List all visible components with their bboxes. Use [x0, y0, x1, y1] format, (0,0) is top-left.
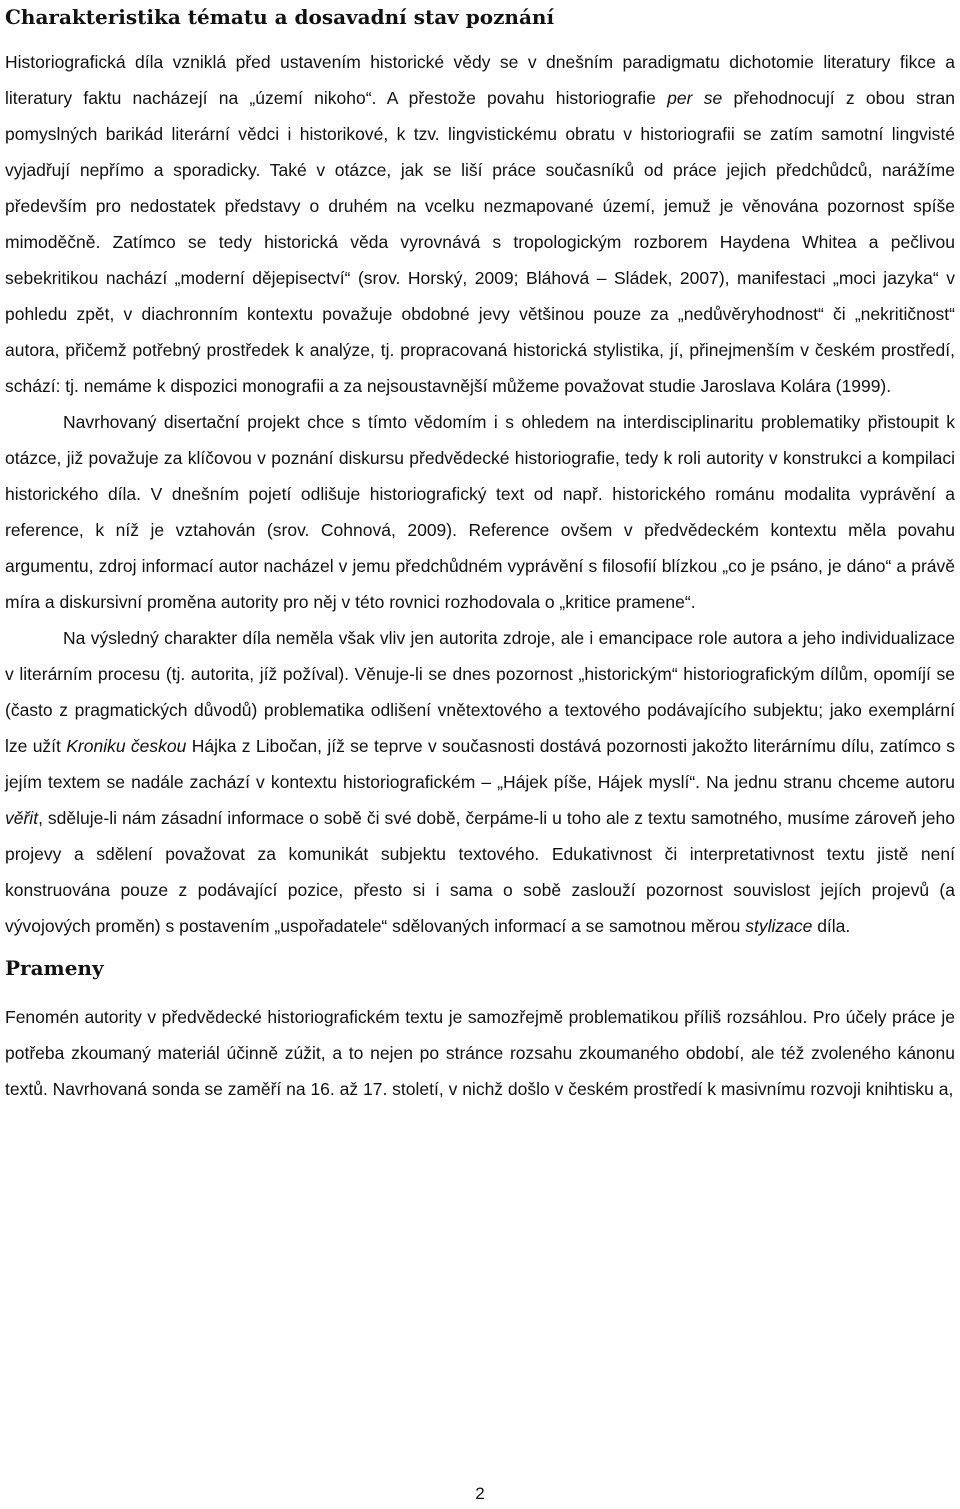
- paragraph-1-text-a: Historiografická díla vzniklá před ustavením historické vědy se v dnešním paradigmatu dichotomie literatury fikce a literatury faktu nacházejí na „území nikoho“. A přestože povahu historiografie: [5, 52, 955, 108]
- paragraph-1-italic-per-se: per se: [667, 88, 723, 108]
- paragraph-3-text-c: , sděluje-li nám zásadní informace o sobě či své době, čerpáme-li u toho ale z textu samotného, musíme zároveň jeho projevy a sdělení považovat za komunikát subjektu textového. Edukativnost či interpretativnost textu jistě není konstruována pouze z podávající pozice, přesto si i sama o sobě zaslouží pozornost souvislost jejích projevů (a vývojových proměn) s postavením „uspořadatele“ sdělovaných informací a se samotnou měrou: [5, 808, 955, 936]
- paragraph-2: Navrhovaný disertační projekt chce s tímto vědomím i s ohledem na interdisciplinaritu problematiky přistoupit k otázce, již považuje za klíčovou v poznání diskursu předvědecké historiografie, tedy k roli autority v konstrukci a kompilaci historického díla. V dnešním pojetí odlišuje historiografický text od např. historického románu modalita vyprávění a reference, k níž je vztahován (srov. Cohnová, 2009). Reference ovšem v předvědeckém kontextu měla povahu argumentu, zdroj informací autor nacházel v jemu předchůdném vyprávění s filosofií blízkou „co je psáno, je dáno“ a právě míra a diskursivní proměna autority pro něj v této rovnici rozhodovala o „kritice pramene“.: [5, 412, 955, 612]
- document-page: [5, 0, 955, 1107]
- paragraph-1: [5, 44, 955, 404]
- subsection-heading: Prameny: [5, 956, 104, 980]
- page-number: 2: [475, 1484, 485, 1503]
- paragraph-3-text-b: Hájka z Libočan, jíž se teprve v současnosti dostává pozornosti jakožto literárnímu dílu, zatímco s jejím textem se nadále zachází v kontextu historiografickém – „Hájek píše, Hájek myslí“. Na jednu stranu chceme autoru: [5, 736, 956, 792]
- section-heading: Charakteristika tématu a dosavadní stav poznání: [5, 5, 555, 29]
- paragraph-3-italic-verit: věřit: [5, 808, 39, 828]
- paragraph-3-text-a: Na výsledný charakter díla neměla však vliv jen autorita zdroje, ale i emancipace role autora a jeho individualizace v literárním procesu (tj. autorita, jíž požíval). Věnuje-li se dnes pozornost „historickým“ historiografickým dílům, opomíjí se (často z pragmatických důvodů) problematika odlišení vnětextového a textového podávajícího subjektu; jako exemplární lze užít: [5, 628, 955, 756]
- paragraph-3-text-d: díla.: [812, 916, 851, 936]
- paragraph-3-italic-kronika: Kroniku českou: [66, 736, 187, 756]
- paragraph-4: Fenomén autority v předvědecké historiografickém textu je samozřejmě problematikou příliš rozsáhlou. Pro účely práce je potřeba zkoumaný materiál účinně zúžit, a to nejen po stránce rozsahu zkoumaného období, ale též zvoleného kánonu textů. Navrhovaná sonda se zaměří na 16. až 17. století, v nichž došlo v českém prostředí k masivnímu rozvoji knihtisku a,: [5, 1007, 955, 1099]
- paragraph-1-text-b: přehodnocují z obou stran pomyslných barikád literární vědci i historikové, k tzv. lingvistickému obratu v historiografii se zatím samotní lingvisté vyjadřují nepřímo a sporadicky. Také v otázce, jak se liší práce současníků od práce jejich předchůdců, narážíme především pro nedostatek představy o druhém na vcelku nezmapované území, jemuž je věnována pozornost spíše mimoděčně. Zatímco se tedy historická věda vyrovnává s tropologickým rozborem Haydena Whitea a pečlivou sebekritikou nachází „moderní dějepisectví“ (srov. Horský, 2009; Bláhová – Sládek, 2007), manifestaci „moci jazyka“ v pohledu zpět, v diachronním kontextu považuje obdobné jevy většinou pouze za „nedůvěryhodnost“ či „nekritičnost“ autora, přičemž potřebný prostředek k analýze, tj. propracovaná historická stylistika, jí, přinejmenším v českém prostředí, schází: tj. nemáme k dispozici monografii a za nejsoustavnější můžeme považovat studie Jaroslava Kolára (1999).: [5, 88, 955, 396]
- paragraph-3-italic-stylizace: stylizace: [745, 916, 813, 936]
- paragraph-3: [5, 620, 955, 944]
